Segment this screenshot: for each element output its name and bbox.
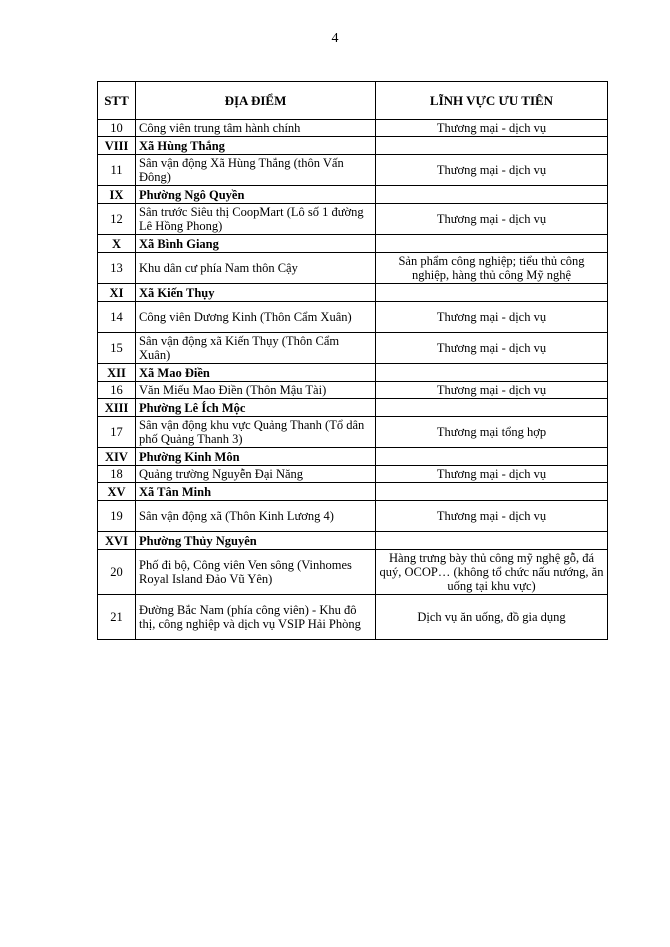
table-row [98, 333, 608, 364]
section-empty-cell [376, 399, 608, 417]
row-stt: 15 [98, 333, 136, 364]
row-location: Sân vận động Xã Hùng Thắng (thôn Vấn Đông) [136, 155, 376, 186]
row-location: Sân vận động xã (Thôn Kinh Lương 4) [136, 501, 376, 532]
row-location: Công viên trung tâm hành chính [136, 120, 376, 137]
header-location: ĐỊA ĐIỂM [136, 82, 376, 120]
section-number: IX [98, 186, 136, 204]
section-empty-cell [376, 137, 608, 155]
section-name: Xã Bình Giang [136, 235, 376, 253]
section-name: Xã Kiến Thụy [136, 284, 376, 302]
table-row [98, 382, 608, 399]
priority-locations-table [97, 81, 608, 640]
section-name: Phường Ngô Quyền [136, 186, 376, 204]
row-stt: 12 [98, 204, 136, 235]
table-row [98, 120, 608, 137]
row-location: Khu dân cư phía Nam thôn Cậy [136, 253, 376, 284]
table-row [98, 417, 608, 448]
row-location: Công viên Dương Kinh (Thôn Cẩm Xuân) [136, 302, 376, 333]
table-header-row [98, 82, 608, 120]
section-empty-cell [376, 532, 608, 550]
section-empty-cell [376, 483, 608, 501]
row-location: Phố đi bộ, Công viên Ven sông (Vinhomes Royal Island Đảo Vũ Yên) [136, 550, 376, 595]
row-location: Sân vận động xã Kiến Thụy (Thôn Cẩm Xuân) [136, 333, 376, 364]
row-location: Quảng trường Nguyễn Đại Năng [136, 466, 376, 483]
table-row [98, 550, 608, 595]
section-number: VIII [98, 137, 136, 155]
section-number: XII [98, 364, 136, 382]
row-stt: 17 [98, 417, 136, 448]
section-number: XI [98, 284, 136, 302]
row-stt: 16 [98, 382, 136, 399]
row-stt: 19 [98, 501, 136, 532]
section-number: XV [98, 483, 136, 501]
row-priority-field: Thương mại - dịch vụ [376, 501, 608, 532]
section-row [98, 448, 608, 466]
row-priority-field: Thương mại - dịch vụ [376, 466, 608, 483]
row-priority-field: Thương mại - dịch vụ [376, 333, 608, 364]
table-row [98, 204, 608, 235]
row-stt: 14 [98, 302, 136, 333]
table-row [98, 155, 608, 186]
section-name: Phường Lê Ích Mộc [136, 399, 376, 417]
section-name: Phường Thủy Nguyên [136, 532, 376, 550]
row-priority-field: Hàng trưng bày thủ công mỹ nghệ gỗ, đá quý, OCOP… (không tổ chức nấu nướng, ăn uống tại khu vực) [376, 550, 608, 595]
section-empty-cell [376, 186, 608, 204]
section-number: XIII [98, 399, 136, 417]
row-stt: 21 [98, 595, 136, 640]
table-row [98, 501, 608, 532]
table-row [98, 302, 608, 333]
section-row [98, 186, 608, 204]
section-row [98, 137, 608, 155]
row-priority-field: Sản phẩm công nghiệp; tiểu thủ công nghiệp, hàng thủ công Mỹ nghệ [376, 253, 608, 284]
row-priority-field: Thương mại - dịch vụ [376, 382, 608, 399]
section-number: XIV [98, 448, 136, 466]
section-number: X [98, 235, 136, 253]
section-empty-cell [376, 364, 608, 382]
section-number: XVI [98, 532, 136, 550]
header-stt: STT [98, 82, 136, 120]
section-row [98, 532, 608, 550]
row-stt: 18 [98, 466, 136, 483]
row-stt: 11 [98, 155, 136, 186]
row-priority-field: Thương mại - dịch vụ [376, 302, 608, 333]
section-name: Xã Hùng Thắng [136, 137, 376, 155]
row-location: Văn Miếu Mao Điền (Thôn Mậu Tài) [136, 382, 376, 399]
row-location: Đường Bắc Nam (phía công viên) - Khu đô thị, công nghiệp và dịch vụ VSIP Hải Phòng [136, 595, 376, 640]
section-empty-cell [376, 235, 608, 253]
header-field: LĨNH VỰC ƯU TIÊN [376, 82, 608, 120]
row-stt: 20 [98, 550, 136, 595]
page-number: 4 [331, 31, 339, 46]
row-stt: 10 [98, 120, 136, 137]
table-row [98, 466, 608, 483]
row-priority-field: Dịch vụ ăn uống, đồ gia dụng [376, 595, 608, 640]
row-priority-field: Thương mại - dịch vụ [376, 204, 608, 235]
section-row [98, 399, 608, 417]
row-priority-field: Thương mại - dịch vụ [376, 155, 608, 186]
section-empty-cell [376, 448, 608, 466]
row-location: Sân vận động khu vực Quảng Thanh (Tổ dân phố Quảng Thanh 3) [136, 417, 376, 448]
row-priority-field: Thương mại - dịch vụ [376, 120, 608, 137]
section-name: Xã Mao Điền [136, 364, 376, 382]
table-row [98, 595, 608, 640]
row-stt: 13 [98, 253, 136, 284]
section-row [98, 364, 608, 382]
section-name: Xã Tân Minh [136, 483, 376, 501]
section-row [98, 235, 608, 253]
row-priority-field: Thương mại tổng hợp [376, 417, 608, 448]
section-name: Phường Kinh Môn [136, 448, 376, 466]
section-empty-cell [376, 284, 608, 302]
table-row [98, 253, 608, 284]
table-body [98, 120, 608, 640]
section-row [98, 483, 608, 501]
section-row [98, 284, 608, 302]
row-location: Sân trước Siêu thị CoopMart (Lô số 1 đường Lê Hồng Phong) [136, 204, 376, 235]
